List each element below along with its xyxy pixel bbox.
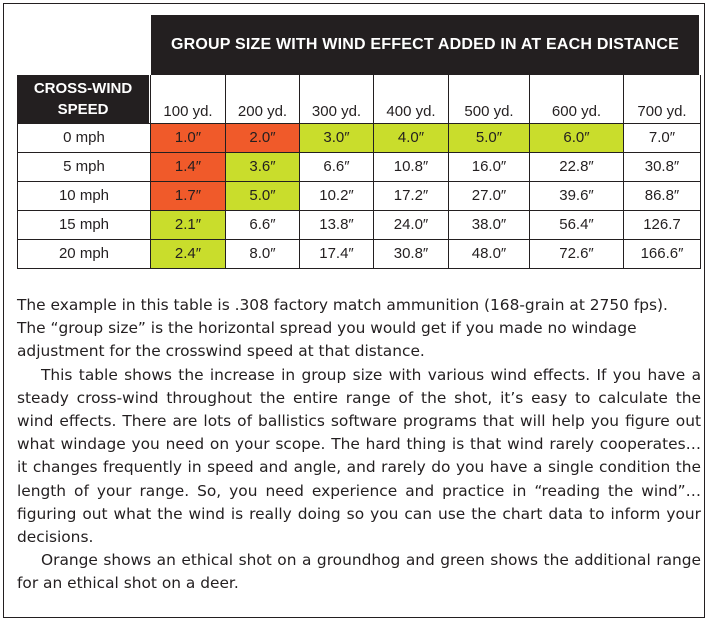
column-header: 600 yd. [530, 75, 624, 123]
row-label: 0 mph [18, 123, 151, 152]
table-cell: 86.8″ [624, 181, 701, 210]
table-cell: 1.0″ [151, 123, 226, 152]
table-cell: 8.0″ [226, 239, 300, 268]
table-cell: 72.6″ [530, 239, 624, 268]
table-cell: 1.4″ [151, 152, 226, 181]
table-cell: 2.0″ [226, 123, 300, 152]
table-cell: 4.0″ [374, 123, 449, 152]
table-cell: 5.0″ [226, 181, 300, 210]
table-cell: 27.0″ [449, 181, 530, 210]
table-cell: 5.0″ [449, 123, 530, 152]
column-header: 100 yd. [151, 75, 226, 123]
table-cell: 17.4″ [300, 239, 374, 268]
table-row [18, 239, 701, 268]
row-header-label-line2: SPEED [57, 101, 109, 118]
table-cell: 2.4″ [151, 239, 226, 268]
table-cell: 2.1″ [151, 210, 226, 239]
column-header: 400 yd. [374, 75, 449, 123]
paragraph-3: Orange shows an ethical shot on a groundhog and green shows the additional range for an ethical shot on a deer. [17, 551, 701, 593]
table-cell: 126.7 [624, 210, 701, 239]
table-row [18, 181, 701, 210]
column-header: 200 yd. [226, 75, 300, 123]
table-cell: 6.6″ [300, 152, 374, 181]
column-header: 300 yd. [300, 75, 374, 123]
table-cell: 3.0″ [300, 123, 374, 152]
table-cell: 3.6″ [226, 152, 300, 181]
explanation-text [17, 294, 701, 596]
table-row [18, 152, 701, 181]
row-label: 20 mph [18, 239, 151, 268]
table-cell: 10.8″ [374, 152, 449, 181]
table-cell: 48.0″ [449, 239, 530, 268]
table-cell: 6.6″ [226, 210, 300, 239]
column-header: 500 yd. [449, 75, 530, 123]
table-cell: 16.0″ [449, 152, 530, 181]
paragraph-1: The example in this table is .308 factory match ammunition (168-grain at 2750 fps). The “group size” is the horizontal spread you would get if you made no windage adjustment for the crosswind speed at that distance. [17, 296, 668, 361]
table-cell: 1.7″ [151, 181, 226, 210]
table-cell: 30.8″ [374, 239, 449, 268]
table-cell: 56.4″ [530, 210, 624, 239]
table-cell: 6.0″ [530, 123, 624, 152]
table-cell: 39.6″ [530, 181, 624, 210]
table-cell: 24.0″ [374, 210, 449, 239]
row-label: 15 mph [18, 210, 151, 239]
row-header-label-line1: CROSS-WIND [33, 80, 133, 97]
row-header-label [17, 75, 149, 123]
column-header: 700 yd. [624, 75, 701, 123]
table-cell: 38.0″ [449, 210, 530, 239]
table-cell: 10.2″ [300, 181, 374, 210]
table-row [18, 210, 701, 239]
table-cell: 166.6″ [624, 239, 701, 268]
table-row [18, 123, 701, 152]
row-label: 10 mph [18, 181, 151, 210]
table-cell: 13.8″ [300, 210, 374, 239]
table-cell: 30.8″ [624, 152, 701, 181]
table-title: GROUP SIZE WITH WIND EFFECT ADDED IN AT EACH DISTANCE [151, 15, 699, 75]
paragraph-2: This table shows the increase in group size with various wind effects. If you have a steady cross-wind throughout the entire range of the shot, it’s easy to calculate the wind effects. There are lots of ballistics software programs that will help you figure out what windage you need on your scope. The hard thing is that wind rarely cooperates… it changes frequently in speed and angle, and rarely do you have a single condition the length of your range. So, you need experience and practice in “reading the wind”… figuring out what the wind is really doing so you can use the chart data to inform your decisions. [17, 365, 701, 547]
table-cell: 22.8″ [530, 152, 624, 181]
table-cell: 17.2″ [374, 181, 449, 210]
row-label: 5 mph [18, 152, 151, 181]
table-cell: 7.0″ [624, 123, 701, 152]
table-body [18, 123, 701, 268]
